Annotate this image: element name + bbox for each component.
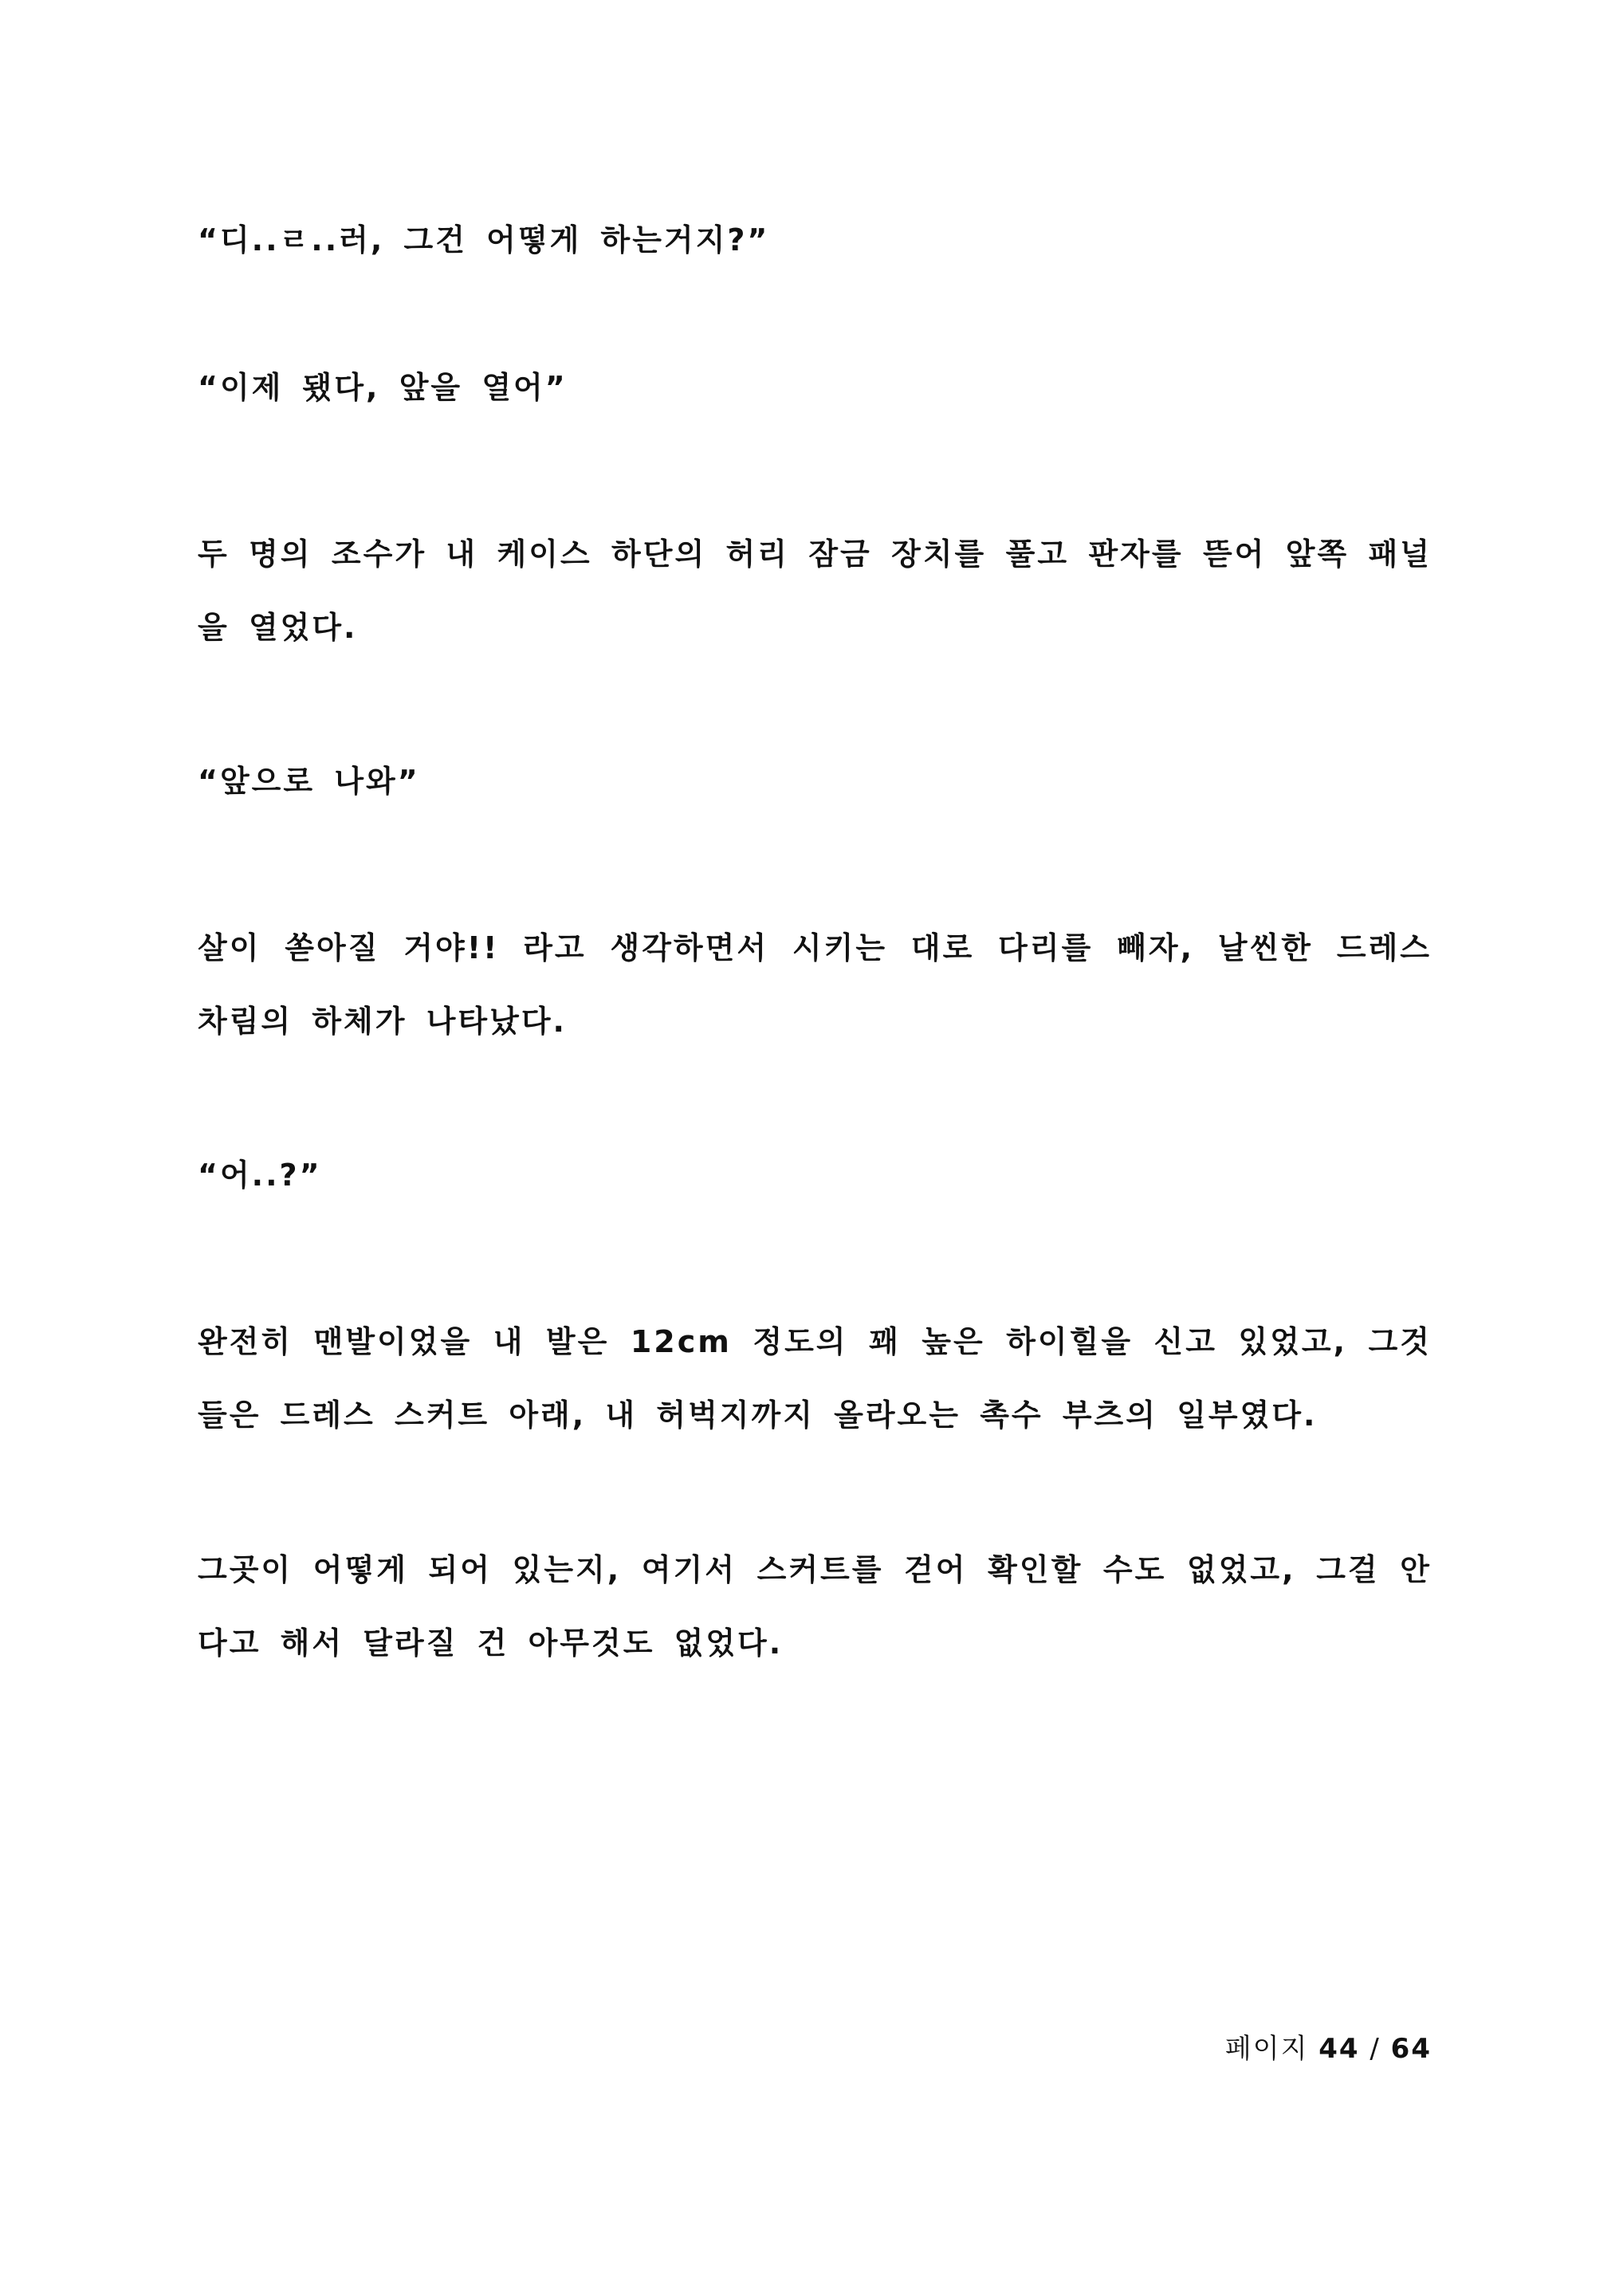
dialogue-line: “디..ㄹ..러, 그건 어떻게 하는거지?” <box>198 222 770 258</box>
narration-paragraph: 두 명의 조수가 내 케이스 하단의 허리 잠금 장치를 풀고 판자를 뜯어 앞쪽 패널을 열었다. <box>198 537 1432 645</box>
narration-paragraph: 살이 쏟아질 거야!! 라고 생각하면서 시키는 대로 다리를 빼자, 날씬한 드레스 차림의 하체가 나타났다. <box>198 930 1432 1039</box>
dialogue-line: “어..?” <box>198 1158 322 1193</box>
page-label: 페이지 <box>1224 2033 1309 2065</box>
dialogue-line: “이제 됐다, 앞을 열어” <box>198 370 568 405</box>
narration-paragraph: 완전히 맨발이었을 내 발은 12cm 정도의 꽤 높은 하이힐을 신고 있었고, 그것들은 드레스 스커트 아래, 내 허벅지까지 올라오는 촉수 부츠의 일부였다. <box>198 1324 1432 1433</box>
narration-paragraph: 그곳이 어떻게 되어 있는지, 여기서 스커트를 걷어 확인할 수도 없었고, 그걸 안다고 해서 달라질 건 아무것도 없었다. <box>198 1552 1432 1661</box>
current-page-number: 44 <box>1318 2033 1360 2065</box>
page-number-footer <box>1225 2031 1432 2066</box>
total-page-count: 64 <box>1390 2033 1432 2065</box>
dialogue-line: “앞으로 나와” <box>198 764 420 799</box>
page-separator: / <box>1370 2033 1381 2065</box>
